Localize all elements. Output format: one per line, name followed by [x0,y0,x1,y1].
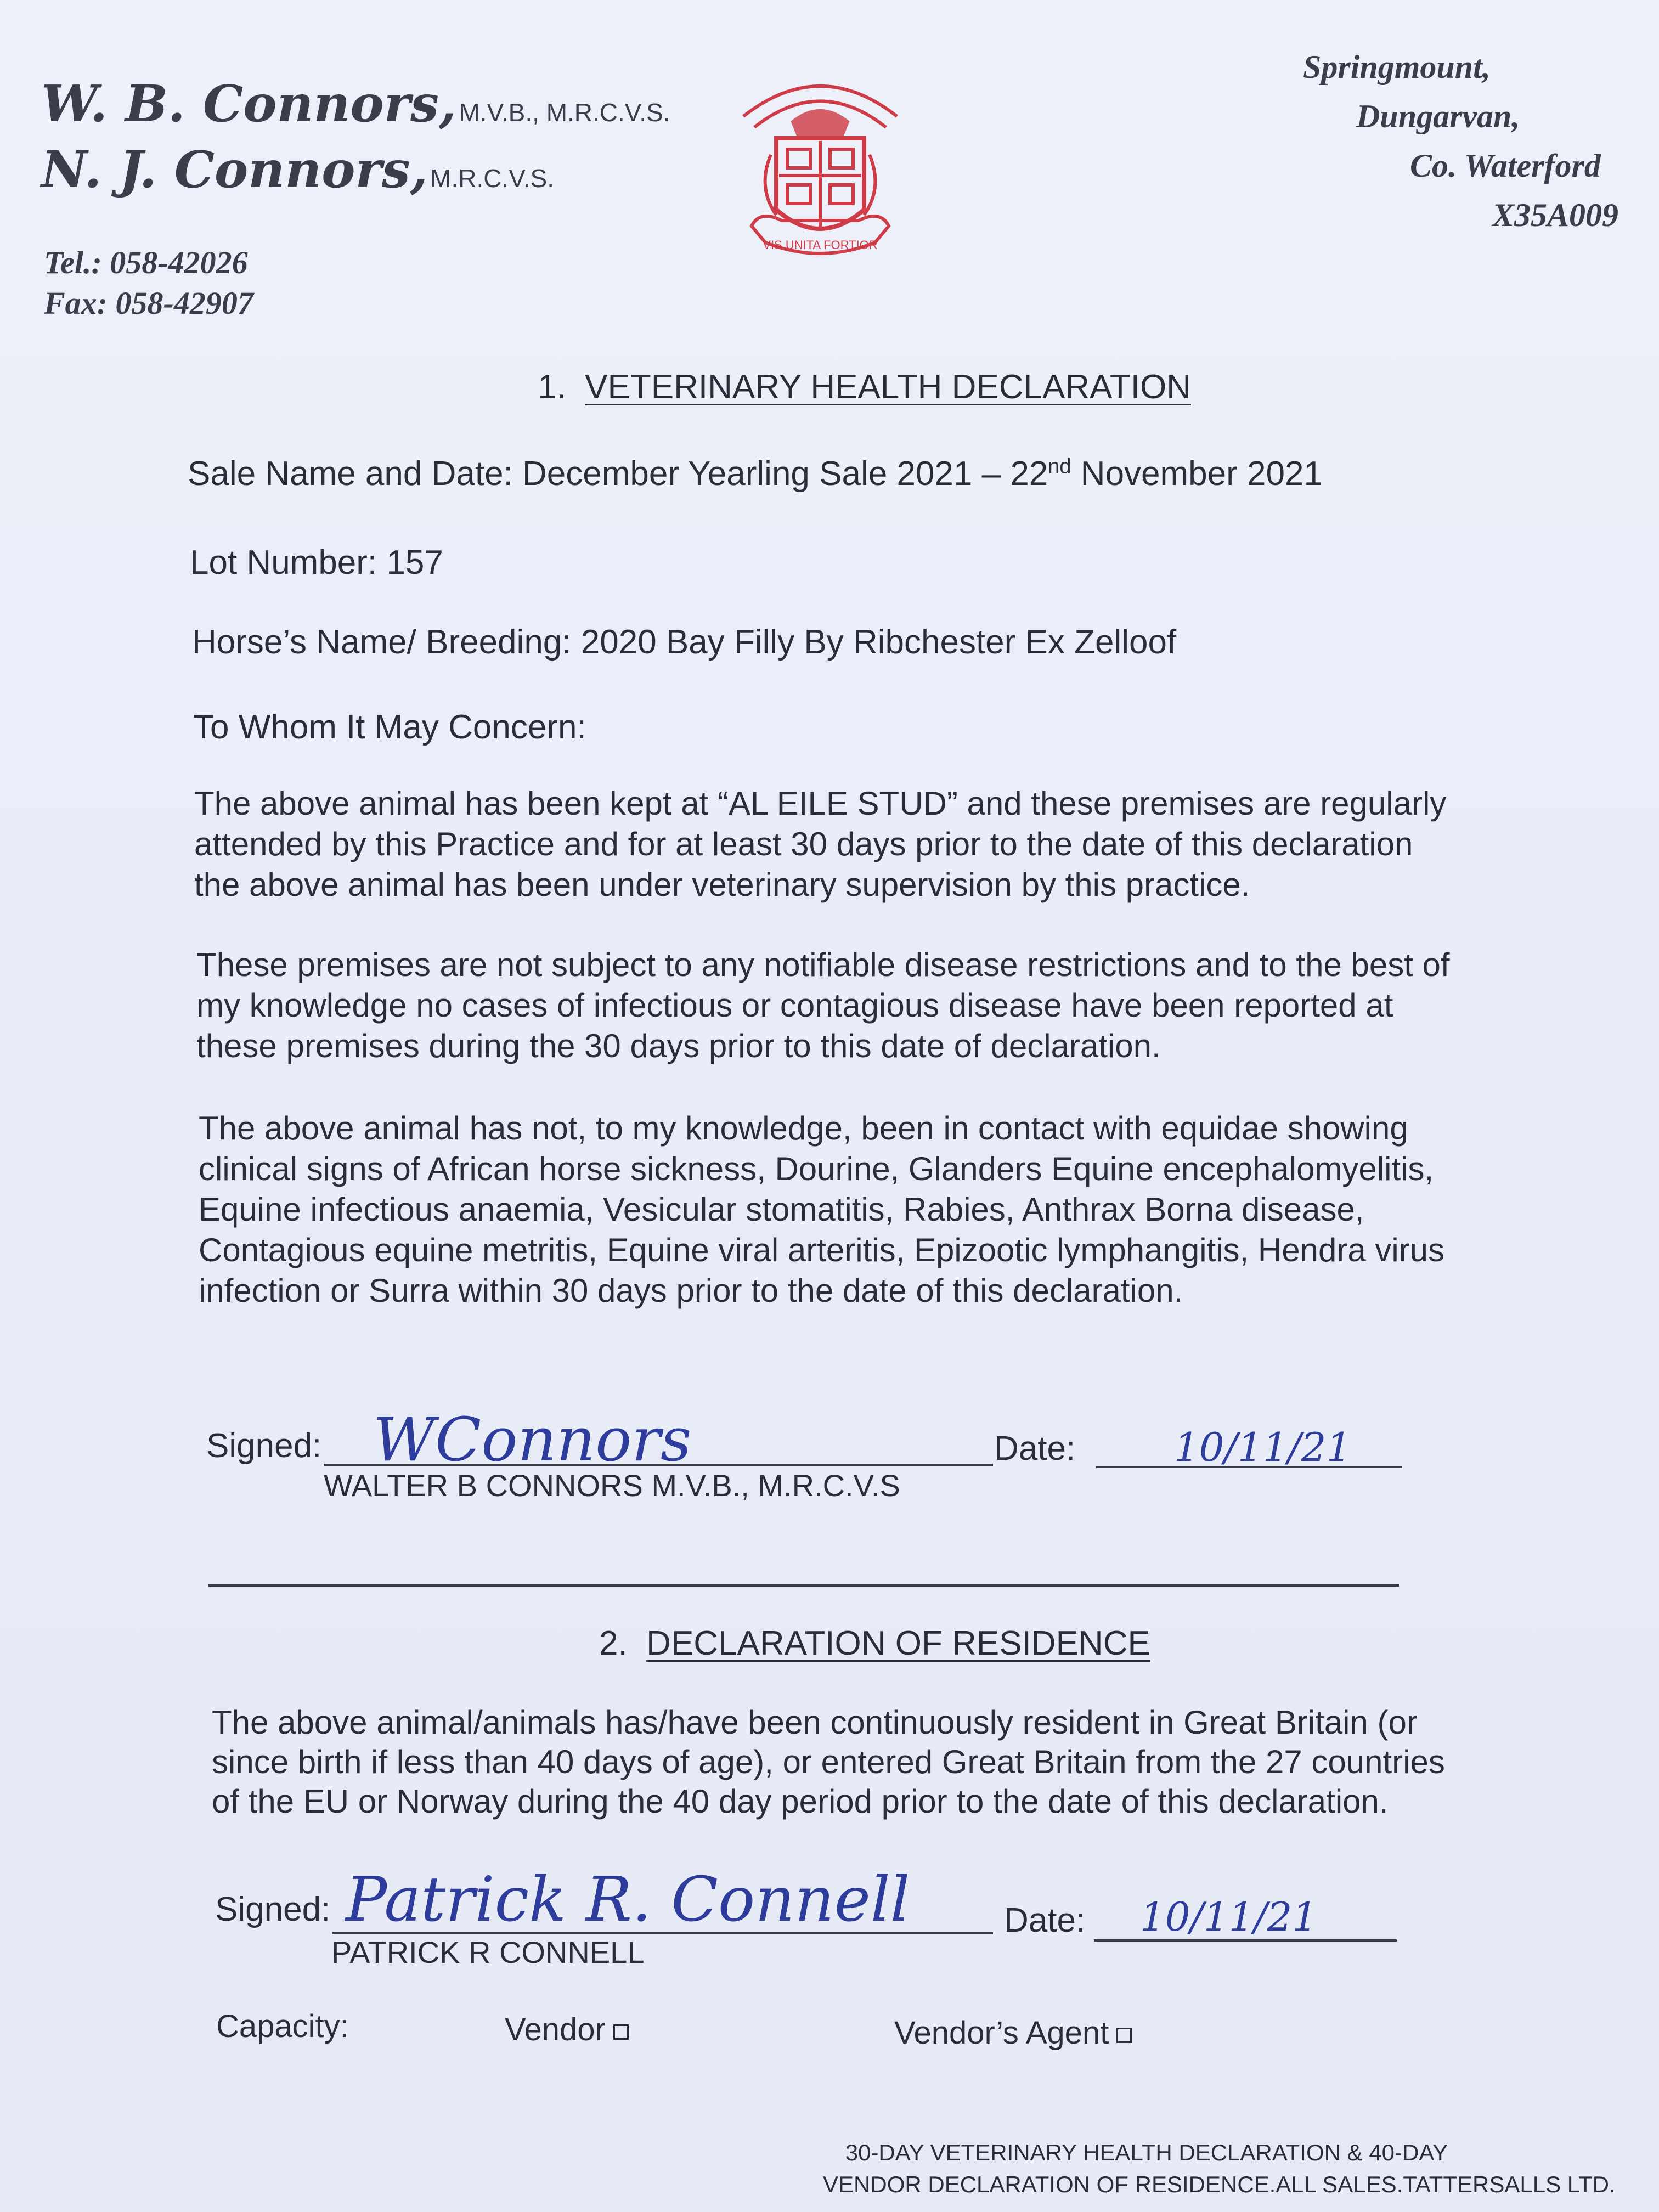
footer-line-2: VENDOR DECLARATION OF RESIDENCE.ALL SALES.TATTERSALLS LTD. [823,2171,1616,2197]
capacity-label: Capacity: [216,2008,349,2044]
section1-signed-label: Signed: [206,1427,322,1465]
crest-icon [705,45,935,275]
sale-label: Sale Name and Date: [188,455,513,493]
vendor-checkbox[interactable] [613,2024,629,2040]
section1-heading [538,368,1191,407]
fax-number: Fax: 058-42907 [44,285,253,321]
telephone-number: Tel.: 058-42026 [44,245,248,280]
vet2-name: N. J. Connors, [41,140,428,199]
section2-signed-label: Signed: [215,1891,331,1928]
section1-date-value: 10/11/21 [1174,1424,1352,1470]
address-line-2: Dungarvan, [1356,98,1520,134]
vendor-label: Vendor [505,2012,606,2047]
vet1-name: W. B. Connors, [41,74,456,133]
section1-number: 1. [538,368,566,406]
address-line-1: Springmount, [1303,49,1491,85]
section-divider [208,1584,1399,1587]
sale-value: December Yearling Sale 2021 – 22nd November 2021 [522,455,1323,493]
crest-motto: VIS UNITA FORTIOR [763,238,878,252]
capacity-option-agent[interactable] [894,2015,1132,2051]
section2-title: DECLARATION OF RESIDENCE [646,1624,1150,1662]
contact-block [44,242,253,324]
section1-paragraph-3: The above animal has not, to my knowledge, been in contact with equidae showing clinical signs of African horse sickness, Dourine, Glanders Equine encephalomyelitis, Equine infectious anaemia, Vesicular stomatitis, Rabies, Anthrax Borna disease, Contagious equine metritis, Equine viral arteritis, Epizootic lymphangitis, Hendra virus infection or Surra within 30 days prior to the date of this declaration. [199,1110,1445,1309]
vet1-line [41,74,670,133]
section2-heading [599,1624,1150,1663]
vet2-line [41,140,554,199]
crest-logo [705,45,935,275]
sale-name-date-row [188,454,1323,493]
section1-paragraph-1: The above animal has been kept at “AL EILE STUD” and these premises are regularly attended by this Practice and for at least 30 days prior to the date of this declaration the above animal has been under veterinary supervision by this practice. [194,785,1447,903]
vet1-qualifications: M.V.B., M.R.C.V.S. [459,98,670,127]
section1-signature: WConnors [373,1404,692,1475]
footer-line-1: 30-DAY VETERINARY HEALTH DECLARATION & 40-DAY [845,2140,1448,2165]
agent-label: Vendor’s Agent [894,2015,1109,2051]
section1-date-label: Date: [994,1430,1076,1468]
lot-number-row [190,543,443,582]
section2-signatory: PATRICK R CONNELL [331,1935,645,1970]
section2-paragraph: The above animal/animals has/have been continuously resident in Great Britain (or since birth if less than 40 days of age), or entered Great Britain from the 27 countries of the EU or Norway during the 40 day period prior to the date of this declaration. [212,1704,1445,1820]
section2-date-label: Date: [1004,1901,1086,1939]
agent-checkbox[interactable] [1116,2028,1132,2043]
lot-label: Lot Number: [190,544,377,582]
horse-name-row [192,623,1176,662]
section1-signatory: WALTER B CONNORS M.V.B., M.R.C.V.S [324,1468,900,1503]
salutation: To Whom It May Concern: [193,708,586,746]
section1-title: VETERINARY HEALTH DECLARATION [585,368,1191,406]
capacity-option-vendor[interactable] [505,2011,629,2048]
section2-number: 2. [599,1624,628,1662]
lot-value: 157 [386,544,443,582]
vet2-qualifications: M.R.C.V.S. [430,164,554,193]
document-footer [823,2137,1616,2200]
section2-signature: Patrick R. Connell [346,1864,910,1936]
address-line-4: X35A009 [1492,197,1619,233]
horse-value: 2020 Bay Filly By Ribchester Ex Zelloof [580,623,1177,661]
section1-paragraph-2: These premises are not subject to any notifiable disease restrictions and to the best of my knowledge no cases of infectious or contagious disease have been reported at these premises during the 30 days prior to this date of declaration. [196,946,1450,1064]
section2-date-value: 10/11/21 [1140,1894,1318,1940]
address-line-3: Co. Waterford [1410,148,1601,184]
horse-label: Horse’s Name/ Breeding: [192,623,572,661]
